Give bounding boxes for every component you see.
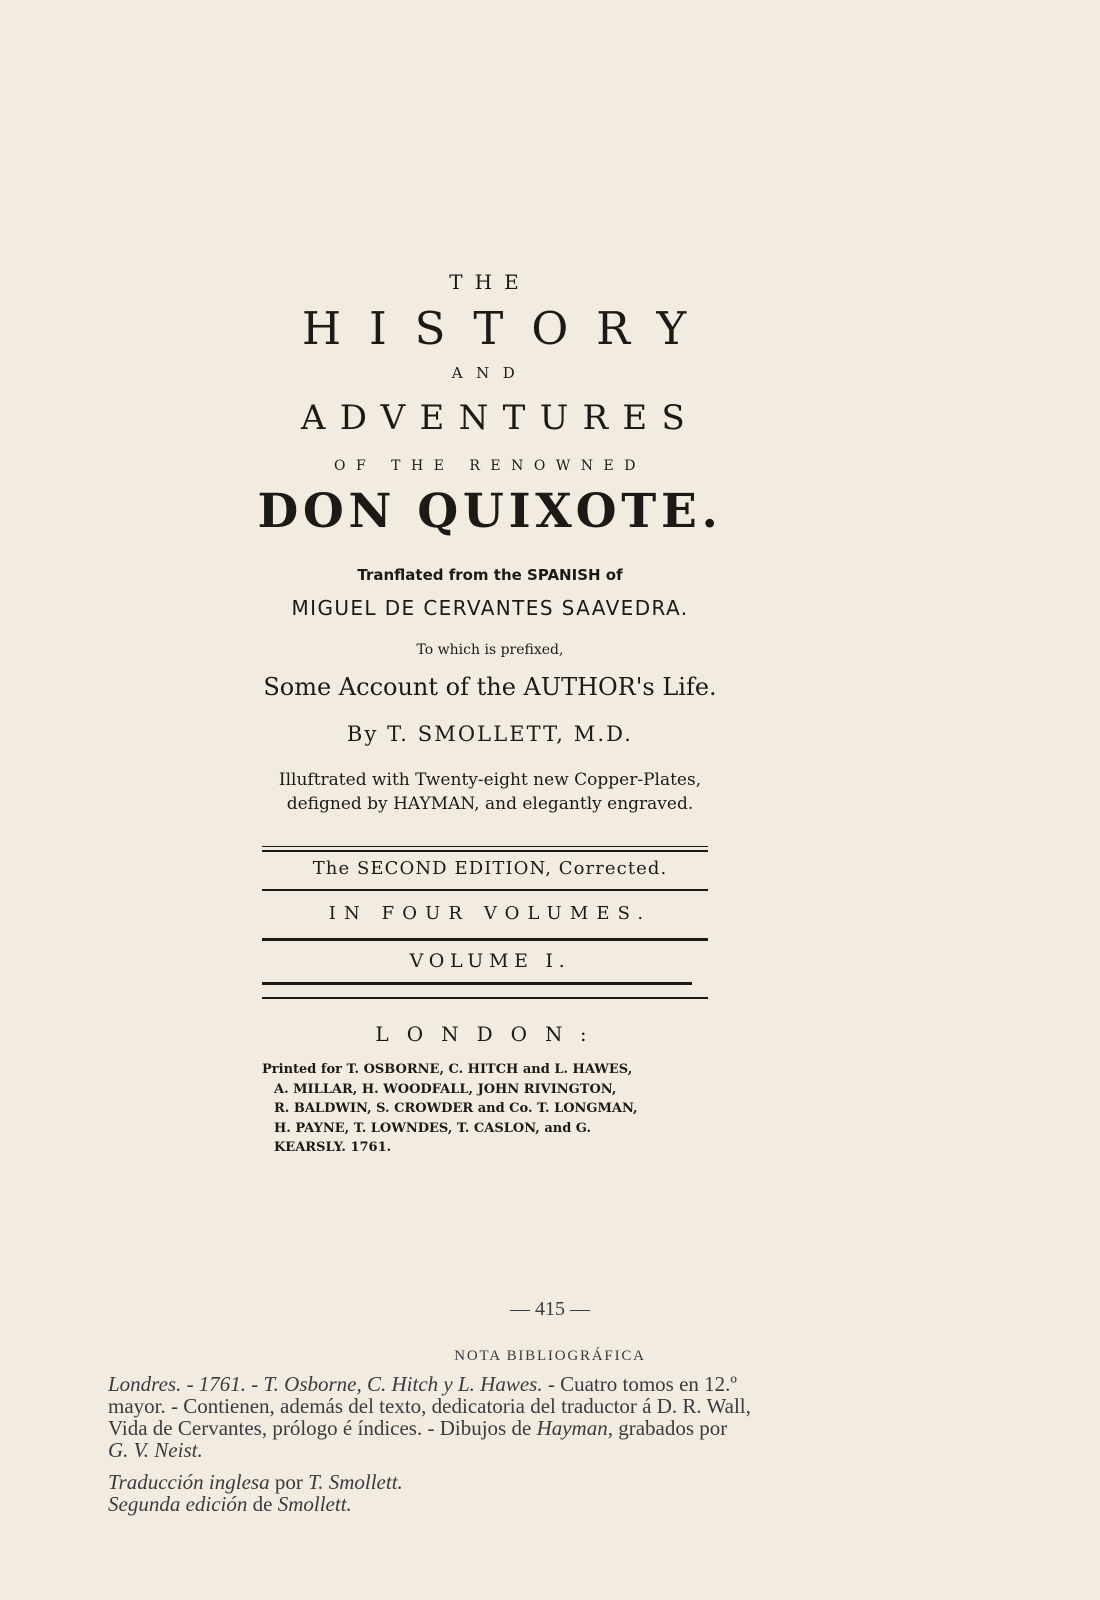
- note-translator: T. Smollett.: [308, 1470, 403, 1494]
- title-and: AND: [451, 364, 529, 382]
- title-of-the-renowned: OF THE RENOWNED: [334, 458, 646, 474]
- note-line-1: [108, 1373, 868, 1395]
- title-history: HISTORY: [301, 302, 715, 355]
- note-line-5: [108, 1471, 868, 1493]
- volumes-line: IN FOUR VOLUMES.: [328, 903, 652, 924]
- note-edition: Segunda edición: [108, 1492, 248, 1516]
- translator: By T. SMOLLETT, M.D.: [346, 722, 634, 746]
- note-heading: NOTA BIBLIOGRÁFICA: [454, 1348, 646, 1364]
- note-line-3-end: grabados por: [612, 1416, 728, 1440]
- note-line-4: G. V. Neist.: [108, 1438, 203, 1462]
- rule-4: [262, 982, 692, 985]
- page-number: — 415 —: [510, 1298, 590, 1320]
- note-place-date: Londres. - 1761. - T. Osborne, C. Hitch y L. Hawes.: [108, 1372, 543, 1396]
- rule-3: [262, 938, 708, 941]
- rule-2: [262, 889, 708, 891]
- note-line-2: mayor. - Contienen, además del texto, dedicatoria del traductor á D. R. Wall,: [108, 1394, 751, 1418]
- rule-5: [262, 997, 708, 999]
- imprint-line: R. BALDWIN, S. CROWDER and Co. T. LONGMAN,: [274, 1101, 638, 1116]
- imprint: [262, 1060, 732, 1158]
- title-adventures: ADVENTURES: [300, 398, 700, 438]
- note-line-3-start: Vida de Cervantes, prólogo é índices. - Dibujos de: [108, 1416, 537, 1440]
- title-the: THE: [449, 270, 531, 294]
- author-name: MIGUEL DE CERVANTES SAAVEDRA.: [291, 596, 689, 620]
- note-de: de: [247, 1492, 278, 1516]
- imprint-line: A. MILLAR, H. WOODFALL, JOHN RIVINGTON,: [274, 1081, 617, 1097]
- note-line-1-rest: - Cuatro tomos en 12.º: [542, 1372, 737, 1396]
- note-line-6: [108, 1493, 868, 1515]
- note-por: por: [269, 1470, 309, 1494]
- note-line-3: [108, 1417, 868, 1439]
- title-don-quixote: DON QUIXOTE.: [257, 484, 723, 539]
- author-account: Some Account of the AUTHOR's Life.: [263, 673, 717, 701]
- london-line: LONDON:: [375, 1022, 605, 1046]
- illustrated-line: Illuftrated with Twenty-eight new Copper-Plates,: [278, 770, 702, 790]
- rule-1: [262, 846, 708, 852]
- imprint-line: H. PAYNE, T. LOWNDES, T. CASLON, and G.: [274, 1120, 591, 1136]
- note-translation: Traducción inglesa: [108, 1470, 270, 1494]
- edition-line: The SECOND EDITION, Corrected.: [312, 858, 668, 879]
- designed-line: defigned by HAYMAN, and elegantly engraved.: [286, 794, 694, 814]
- note-illustrator: Hayman,: [536, 1416, 613, 1440]
- volume-line: VOLUME I.: [409, 950, 571, 972]
- prefixed: To which is prefixed,: [416, 642, 564, 658]
- bibliographic-note: [108, 1373, 868, 1515]
- note-edition-author: Smollett.: [277, 1492, 352, 1516]
- translated-from: Tranflated from the SPANISH of: [357, 566, 623, 584]
- imprint-line: KEARSLY. 1761.: [274, 1140, 392, 1155]
- imprint-line: Printed for T. OSBORNE, C. HITCH and L. HAWES,: [262, 1062, 633, 1077]
